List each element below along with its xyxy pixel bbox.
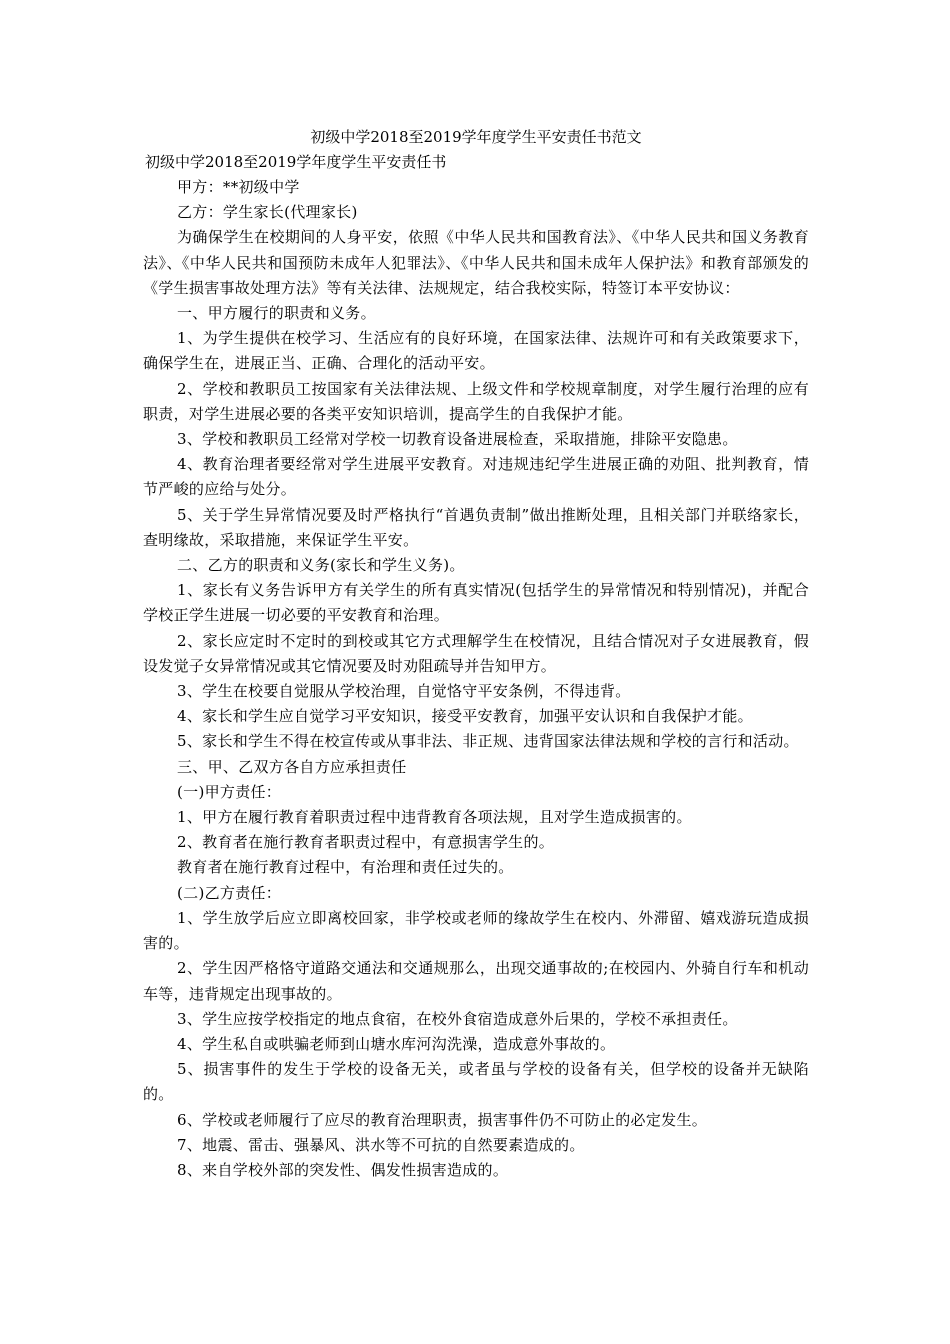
party-a: 甲方：**初级中学 bbox=[177, 178, 300, 196]
clause-a-1: 1、为学生提供在校学习、生活应有的良好环境，在国家法律、法规许可和有关政策要求下，确保学生在，进展正当、正确、合理化的活动平安。 bbox=[143, 329, 809, 373]
resp-b-6: 6、学校或老师履行了应尽的教育治理职责，损害事件仍不可防止的必定发生。 bbox=[177, 1110, 708, 1129]
resp-b-5: 5、损害事件的发生于学校的设备无关，或者虽与学校的设备有关，但学校的设备并无缺陷的。 bbox=[143, 1060, 809, 1104]
section-heading-party-b-duties: 二、乙方的职责和义务(家长和学生义务)。 bbox=[177, 556, 465, 575]
clause-b-2: 2、家长应定时不定时的到校或其它方式理解学生在校情况，且结合情况对子女进展教育，假设发觉子女异常情况或其它情况要及时劝阻疏导并告知甲方。 bbox=[143, 631, 809, 675]
resp-b-3: 3、学生应按学校指定的地点食宿，在校外食宿造成意外后果的，学校不承担责任。 bbox=[177, 1009, 738, 1028]
resp-b-2: 2、学生因严格恪守道路交通法和交通规那么，出现交通事故的;在校园内、外骑自行车和机动车等，违背规定出现事故的。 bbox=[143, 959, 809, 1003]
resp-a-2: 2、教育者在施行教育者职责过程中，有意损害学生的。 bbox=[177, 833, 555, 852]
party-b: 乙方：学生家长(代理家长) bbox=[177, 203, 358, 222]
resp-a-1: 1、甲方在履行教育着职责过程中违背教育各项法规，且对学生造成损害的。 bbox=[177, 808, 692, 827]
subheading-party-b-responsibility: (二)乙方责任： bbox=[177, 883, 282, 902]
subheading-party-a-responsibility: (一)甲方责任： bbox=[177, 782, 282, 801]
clause-b-4: 4、家长和学生应自觉学习平安知识，接受平安教育，加强平安认识和自我保护才能。 bbox=[177, 707, 753, 726]
clause-a-2: 2、学校和教职员工按国家有关法律法规、上级文件和学校规章制度，对学生履行治理的应有职责，对学生进展必要的各类平安知识培训，提高学生的自我保护才能。 bbox=[143, 379, 809, 423]
resp-b-1: 1、学生放学后应立即离校回家，非学校或老师的缘故学生在校内、外滞留、嬉戏游玩造成损害的。 bbox=[143, 908, 809, 953]
document-page bbox=[143, 125, 809, 1183]
resp-a-3: 教育者在施行教育过程中，有治理和责任过失的。 bbox=[177, 858, 514, 877]
resp-b-4: 4、学生私自或哄骗老师到山塘水库河沟洗澡，造成意外事故的。 bbox=[177, 1034, 616, 1053]
clause-b-3: 3、学生在校要自觉服从学校治理，自觉恪守平安条例，不得违背。 bbox=[177, 682, 631, 701]
clause-a-5: 5、关于学生异常情况要及时严格执行“首遇负责制”做出推断处理，且相关部门并联络家长，查明缘故，采取措施，来保证学生平安。 bbox=[143, 505, 809, 549]
clause-a-4: 4、教育治理者要经常对学生进展平安教育。对违规违纪学生进展正确的劝阻、批判教育，情节严峻的应给与处分。 bbox=[143, 455, 809, 499]
clause-b-1: 1、家长有义务告诉甲方有关学生的所有真实情况(包括学生的异常情况和特别情况)，并配合学校正学生进展一切必要的平安教育和治理。 bbox=[143, 581, 809, 625]
section-heading-responsibilities: 三、甲、乙双方各自方应承担责任 bbox=[177, 757, 407, 776]
resp-b-7: 7、地震、雷击、强暴风、洪水等不可抗的自然要素造成的。 bbox=[177, 1135, 585, 1154]
document-title: 初级中学2018至2019学年度学生平安责任书范文 bbox=[310, 128, 642, 146]
preamble-paragraph: 为确保学生在校期间的人身平安，依照《中华人民共和国教育法》、《中华人民共和国义务教育法》、《中华人民共和国预防未成年人犯罪法》、《中华人民共和国未成年人保护法》和教育部颁发的《学生损害事故处理方法》等有关法律、法规规定，结合我校实际，特签订本平安协议： bbox=[143, 228, 809, 297]
section-heading-party-a-duties: 一、甲方履行的职责和义务。 bbox=[177, 304, 376, 323]
document-subtitle: 初级中学2018至2019学年度学生平安责任书 bbox=[145, 153, 447, 171]
clause-b-5: 5、家长和学生不得在校宣传或从事非法、非正规、违背国家法律法规和学校的言行和活动。 bbox=[177, 732, 799, 751]
clause-a-3: 3、学校和教职员工经常对学校一切教育设备进展检查，采取措施，排除平安隐患。 bbox=[177, 430, 738, 449]
resp-b-8: 8、来自学校外部的突发性、偶发性损害造成的。 bbox=[177, 1160, 509, 1179]
